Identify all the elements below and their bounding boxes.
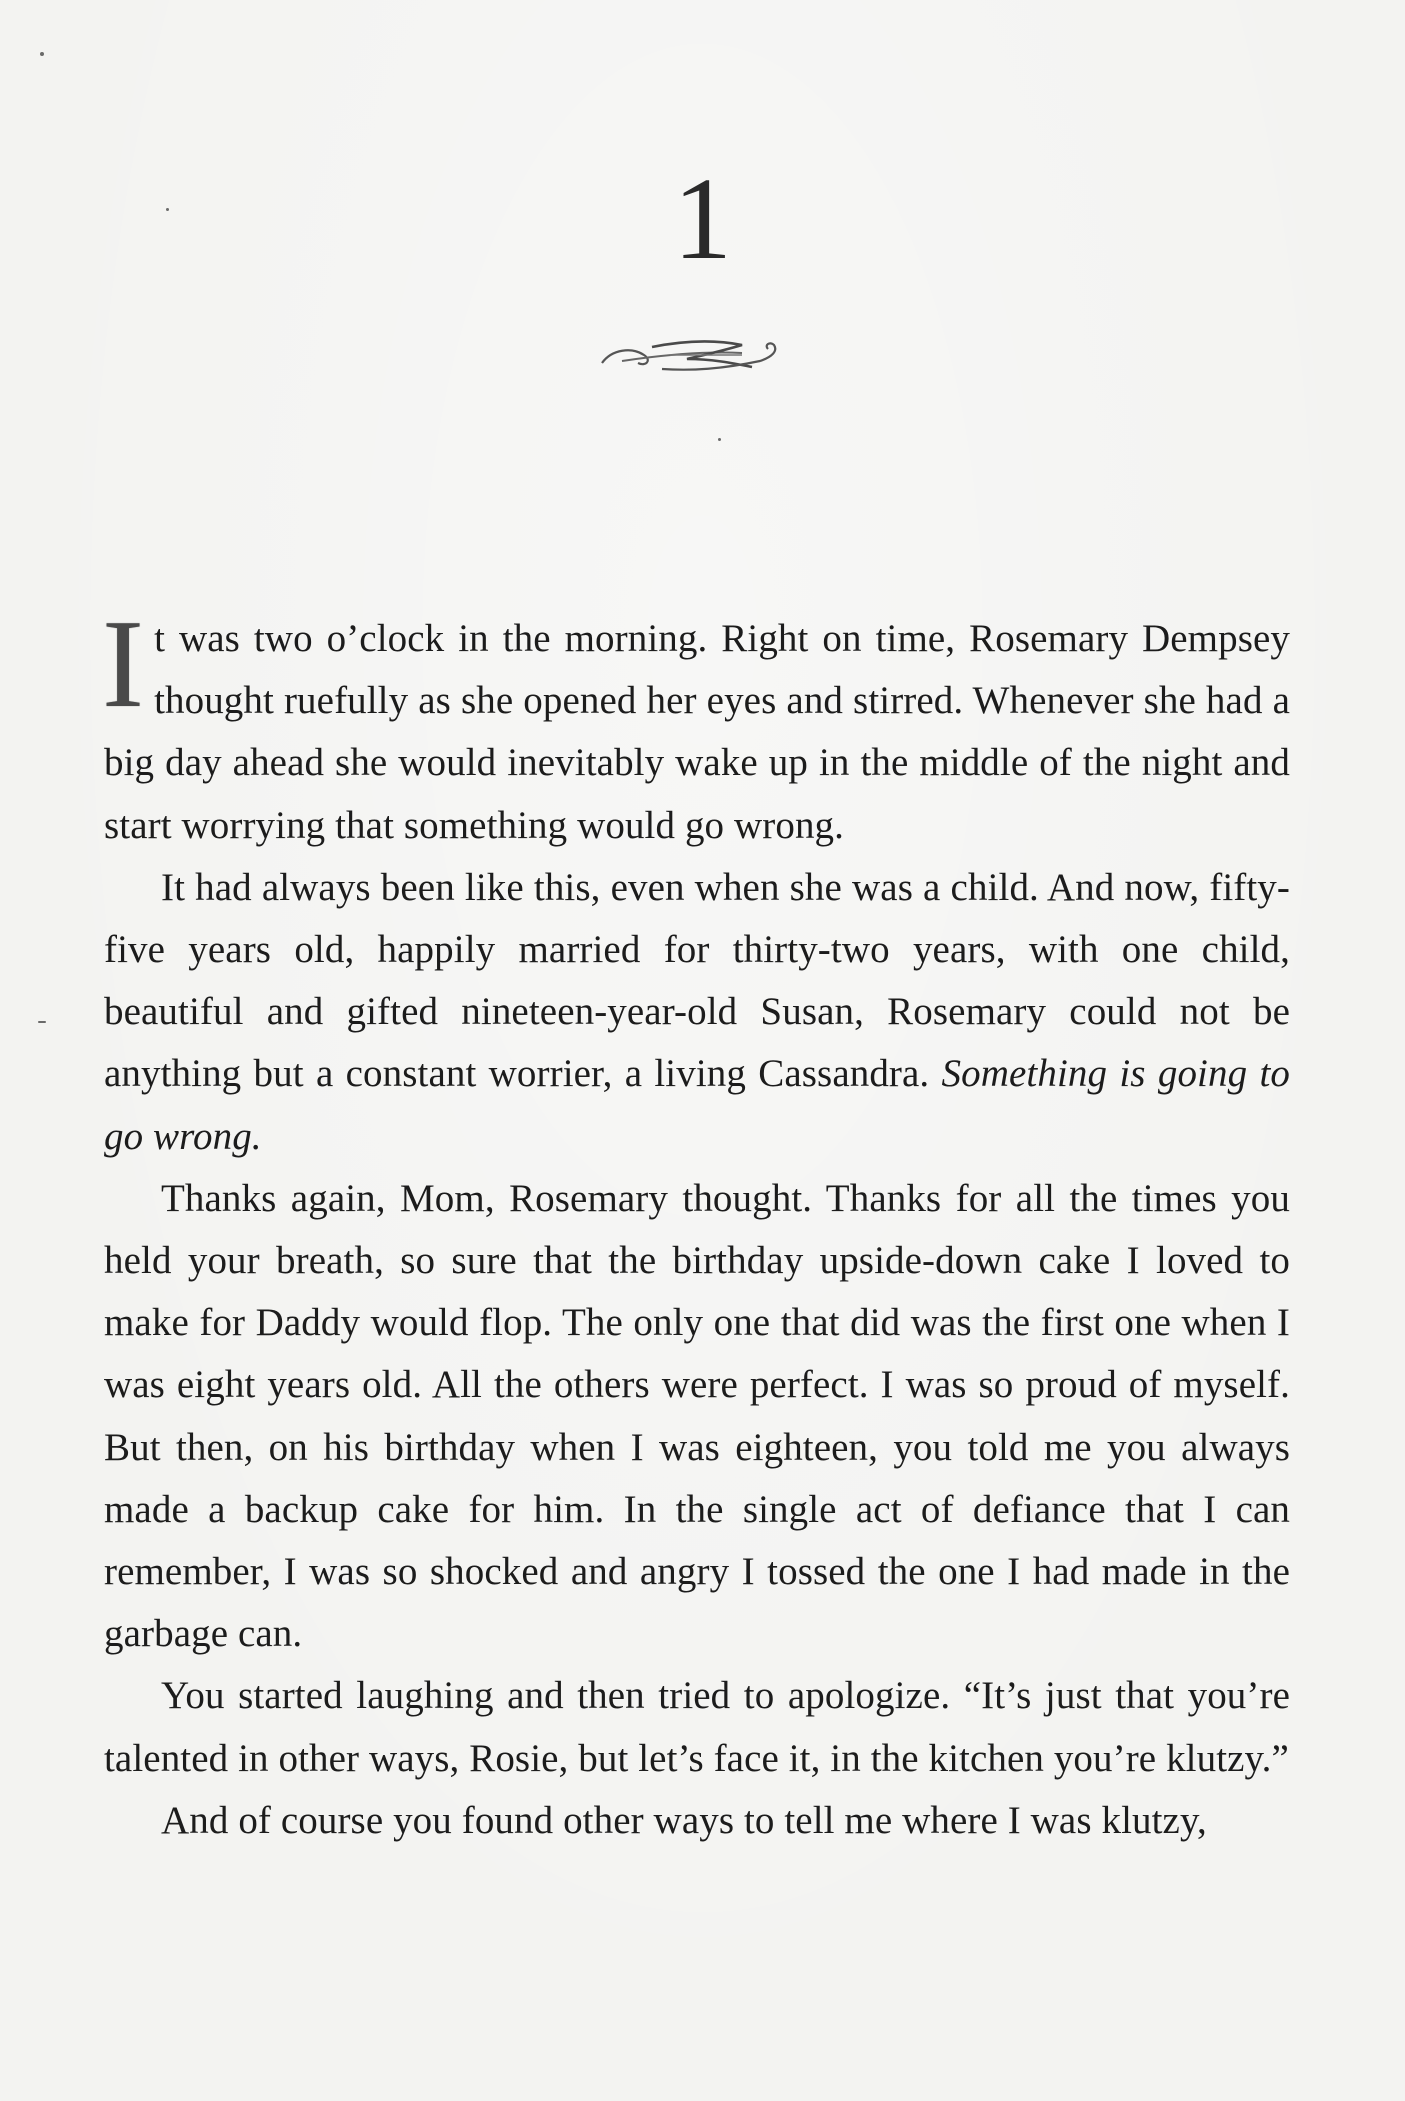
paragraph-2-italic: Something is going to go wrong. [104,1052,1290,1158]
paragraph-5: And of course you found other ways to tell me where I was klutzy, [161,1798,1207,1842]
scan-speck [166,208,169,211]
paragraph-1-text: t was two o’clock in the morning. Right on time, Rosemary Dempsey thought ruefully as she opened her eyes and stirred. Whenever she had a big day ahead she would inevitably wake up in the middle of the night and start worrying that something would go wrong. [104,617,1290,847]
flourish-divider-icon [592,325,792,385]
paragraph-2-text: It had always been like this, even when she was a child. And now, fifty-five years old, happily married for thirty-two years, with one child, beautiful and gifted nineteen-year-old Susan, Rosemary could not be anything but a constant worrier, a living Cassandra. [104,865,1290,1096]
chapter-body [102,595,1290,1852]
paragraph-2 [104,857,1290,1168]
scan-speck [718,438,721,441]
paragraph-3: Thanks again, Mom, Rosemary thought. Thanks for all the times you held your breath, so sure that the birthday upside-down cake I loved to make for Daddy would flop. The only one that did was the first one when I was eight years old. All the others were perfect. I was so proud of myself. But then, on his birthday when I was eighteen, you told me you always made a backup cake for him. In the single act of defiance that I can remember, I was so shocked and angry I tossed the one I had made in the garbage can. [104,1176,1290,1656]
scan-speck [40,52,44,56]
paragraph-1 [102,595,1290,857]
scan-speck [38,1021,46,1023]
drop-cap: I [102,595,145,734]
paragraph-4: You started laughing and then tried to apologize. “It’s just that you’re talented in other ways, Rosie, but let’s face it, in the kitchen you’re klutzy.” [104,1674,1290,1780]
chapter-number: 1 [673,153,732,284]
